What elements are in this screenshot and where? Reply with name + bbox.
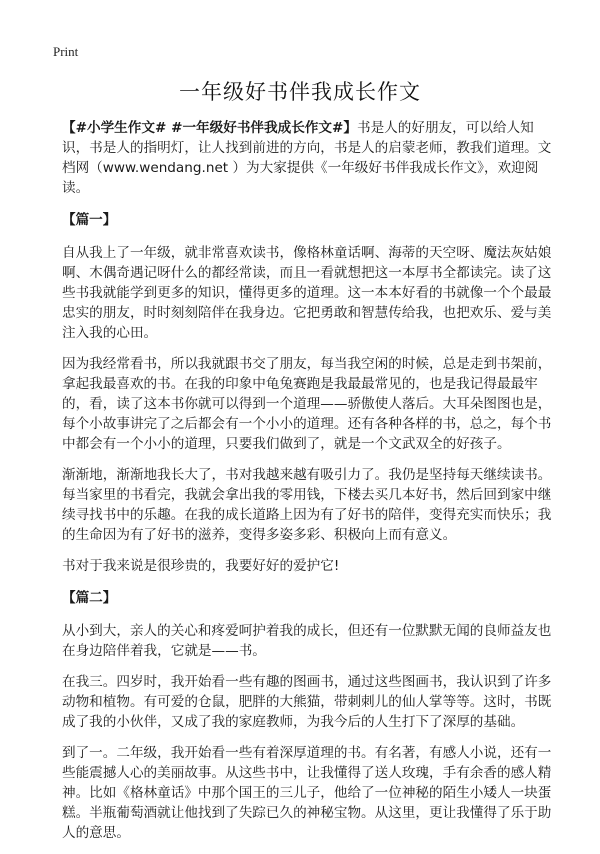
paragraph: 书对于我来说是很珍贵的，我要好好的爱护它! [62, 558, 340, 574]
print-link[interactable]: Print [53, 44, 79, 59]
paragraph: 自从我上了一年级，就非常喜欢读书，像格林童话啊、海蒂的天空呀、魔法灰姑娘啊、木偶奇遇记呀什么的都经常读，而且一看就想把这一本厚书全都读完。读了这些书我就能学到更多的知识，懂得更多的道理。这一本本好看的书就像一个个最最忠实的朋友，时时刻刻陪伴在我身边。它把勇敢和智慧传给我，也把欢乐、爱与美注入我的心田。 [62, 245, 552, 341]
paragraph: 到了一。二年级，我开始看一些有着深厚道理的书。有名著，有感人小说，还有一些能震撼人心的美丽故事。从这些书中，让我懂得了送人玫瑰，手有余香的感人精神。比如《格林童话》中那个国王的三儿子，他给了一位神秘的陌生小矮人一块蛋糕。半瓶葡萄酒就让他找到了失踪已久的神秘宝物。从这里，更让我懂得了乐于助人的意思。 [62, 745, 552, 841]
intro-tag: 【#小学生作文# #一年级好书伴我成长作文#】 [62, 120, 357, 136]
intro-paragraph [62, 118, 552, 198]
paragraph: 因为我经常看书，所以我就跟书交了朋友，每当我空闲的时候，总是走到书架前，拿起我最喜欢的书。在我的印象中龟兔赛跑是我最最常见的，也是我记得最最牢的，看，读了这本书你就可以得到一个道理——骄傲使人落后。大耳朵图图也是，每个小故事讲完了之后都会有一个小小的道理。还有各种各样的书，总之，每个书中都会有一个小小的道理，只要我们做到了，就是一个文武双全的好孩子。 [62, 356, 552, 452]
section-heading-2: 【篇二】 [62, 590, 117, 606]
section-heading-1: 【篇一】 [62, 212, 117, 228]
paragraph: 渐渐地，渐渐地我长大了，书对我越来越有吸引力了。我仍是坚持每天继续读书。每当家里的书看完，我就会拿出我的零用钱，下楼去买几本好书，然后回到家中继续寻找书中的乐趣。在我的成长道路上因为有了好书的陪伴，变得充实而快乐；我的生命因为有了好书的滋养，变得多姿多彩、积极向上而有意义。 [62, 467, 552, 543]
intro-text: 书是人的好朋友，可以给人知识，书是人的指明灯，让人找到前进的方向，书是人的启蒙老师，教我们道理。文档网（www.wendang.net ）为大家提供《一年级好书伴我成长作文》，欢迎阅读。 [62, 120, 552, 196]
article-body [62, 118, 552, 854]
page-title: 一年级好书伴我成长作文 [179, 80, 421, 104]
paragraph: 在我三。四岁时，我开始看一些有趣的图画书，通过这些图画书，我认识到了许多动物和植物。有可爱的仓鼠，肥胖的大熊猫，带刺刺儿的仙人掌等等。这时，书既成了我的小伙伴，又成了我的家庭教师，为我今后的人生打下了深厚的基础。 [62, 674, 552, 730]
paragraph: 从小到大，亲人的关心和疼爱呵护着我的成长，但还有一位默默无闻的良师益友也在身边陪伴着我，它就是——书。 [62, 623, 552, 659]
